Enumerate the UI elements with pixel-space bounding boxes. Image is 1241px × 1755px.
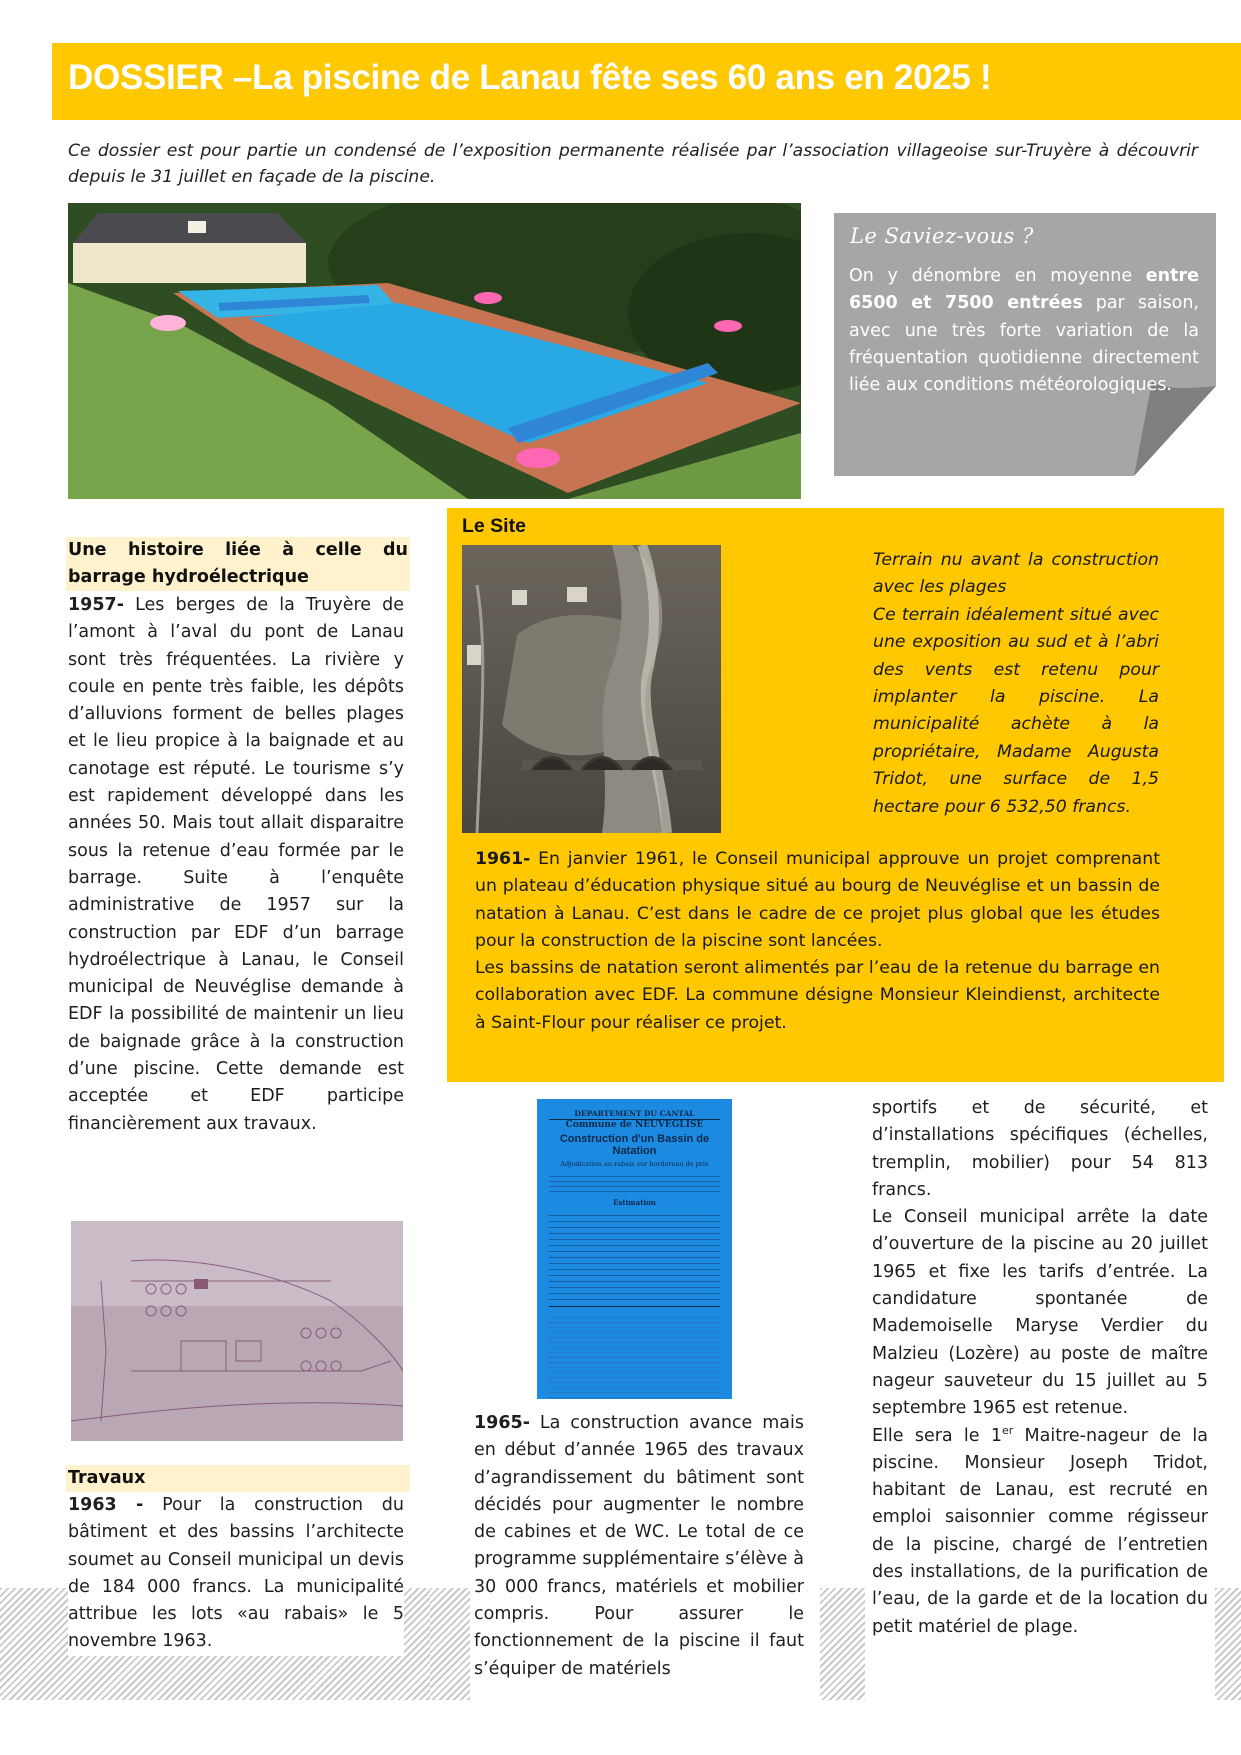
continued-paragraph-1: sportifs et de sécurité, et d’installations spécifiques (échelles, tremplin, mobilier) pour 54 813 francs. xyxy=(872,1098,1208,1200)
paragraph-1965-continued xyxy=(872,1095,1208,1641)
travaux-paragraph xyxy=(68,1492,404,1656)
site-caption-line2: Ce terrain idéalement situé avec une exposition au sud et à l’abri des vents est retenu pour implanter la piscine. La municipalité achète à la propriétaire, Madame Augusta Tridot, une surface de 1,5 hectare pour 6 532,50 francs. xyxy=(873,604,1159,817)
plan-drawing-photo xyxy=(71,1221,403,1441)
did-you-know-title: Le Saviez-vous ? xyxy=(850,224,1034,248)
plan-drawing-illustration xyxy=(71,1221,403,1441)
poster-line-2: Commune de NEUVEGLISE xyxy=(565,1120,704,1130)
year-label-1963: 1963 - xyxy=(68,1495,144,1515)
section-heading-history: Une histoire liée à celle du barrage hydroélectrique xyxy=(66,537,410,591)
continued-p3-end: Maitre-nageur de la piscine. Monsieur Joseph Tridot, habitant de Lanau, est recruté en emploi saisonnier comme régisseur de la piscine, chargé de l’entretien des installations, de la purification de l’eau, de la garde et de la location du petit matériel de plage. xyxy=(872,1425,1208,1637)
site-caption-line1: Terrain nu avant la construction avec les plages xyxy=(873,550,1159,598)
poster-line-1: DEPARTEMENT DU CANTAL xyxy=(549,1109,720,1120)
hatch-decoration-mid xyxy=(430,1588,470,1700)
continued-p3-start: Elle sera le 1 xyxy=(872,1425,1002,1446)
dyk-text-before: On y dénombre en moyenne xyxy=(849,266,1146,286)
site-1961-text: En janvier 1961, le Conseil municipal approuve un projet comprenant un plateau d’éducation physique situé au bourg de Neuvéglise et un bassin de natation à Lanau. C’est dans le cadre de ce projet plus global que les études pour la construction de la piscine sont lancées. xyxy=(475,849,1160,951)
continued-paragraph-3 xyxy=(872,1423,1208,1641)
dyk-text-after: par saison, avec une très forte variation de la fréquentation quotidienne directement liée aux conditions météorologiques. xyxy=(849,293,1199,396)
site-1961-text2: Les bassins de natation seront alimentés par l’eau de la retenue du barrage en collaboration avec EDF. La commune désigne Monsieur Kleindienst, architecte à Saint-Flour pour réaliser ce projet. xyxy=(475,958,1160,1033)
poster-line-5: Estimation xyxy=(613,1198,656,1207)
paragraph-1965-text: La construction avance mais en début d’année 1965 des travaux d’agrandissement du bâtiment sont décidés pour augmenter le nombre de cabines et de WC. Le total de ce programme supplémentaire s’élève à 30 000 francs, matériels et mobilier compris. Pour assurer le fonctionnement de la piscine il faut s’équiper de matériels xyxy=(474,1413,804,1679)
history-text: Les berges de la Truyère de l’amont à l’aval du pont de Lanau sont très fréquentées. La rivière y coule en pente très faible, les dépôts d’alluvions forment de belles plages et le lieu propice à la baignade et au canotage est réputé. Le tourisme s’y est rapidement développé dans les années 50. Mais tout allait disparaitre sous la retenue d’eau formée par le barrage. Suite à l’enquête administrative de 1957 sur la construction par EDF d’un barrage hydroélectrique à Lanau, le Conseil municipal de Neuvéglise demande à EDF la possibilité de maintenir un lieu de baignade grâce à la construction d’une piscine. Cette demande est acceptée et EDF participe financièrement aux travaux. xyxy=(68,595,404,1134)
history-paragraph xyxy=(68,592,404,1138)
intro-paragraph: Ce dossier est pour partie un condensé de l’exposition permanente réalisée par l’association villageoise sur-Truyère à découvrir depuis le 31 juillet en façade de la piscine. xyxy=(68,141,1198,187)
year-label-1965: 1965- xyxy=(474,1413,530,1433)
pool-photo xyxy=(68,203,801,499)
site-aerial-photo xyxy=(462,545,721,833)
ordinal-superscript: er xyxy=(1001,1423,1014,1437)
travaux-text: Pour la construction du bâtiment et des bassins l’architecte soumet au Conseil municipal un devis de 184 000 francs. La municipalité attribue les lots «au rabais» le 5 novembre 1963. xyxy=(68,1495,404,1652)
hatch-decoration-right xyxy=(1215,1588,1241,1700)
dyk-text-highlight: entre 6500 et 7500 entrées xyxy=(849,266,1199,314)
page-title: DOSSIER –La piscine de Lanau fête ses 60 ans en 2025 ! xyxy=(68,58,992,97)
site-1961-paragraph xyxy=(475,846,1160,1037)
hatch-decoration-midright xyxy=(820,1588,865,1700)
tender-poster xyxy=(537,1099,732,1399)
section-heading-site: Le Site xyxy=(462,515,526,537)
site-photo-caption xyxy=(873,547,1159,821)
continued-paragraph-2: Le Conseil municipal arrête la date d’ouverture de la piscine au 20 juillet 1965 et fixe les tarifs d’entrée. La candidature spontanée de Mademoiselle Maryse Verdier du Malzieu (Lozère) au poste de maître nageur sauveteur du 15 juillet au 5 septembre 1965 est retenue. xyxy=(872,1207,1208,1419)
site-aerial-illustration xyxy=(462,545,721,833)
year-label-1957: 1957- xyxy=(68,595,124,615)
section-heading-travaux: Travaux xyxy=(66,1465,410,1492)
paragraph-1965 xyxy=(474,1410,804,1683)
pool-photo-illustration xyxy=(68,203,801,499)
did-you-know-text xyxy=(849,263,1199,399)
year-label-1961: 1961- xyxy=(475,849,531,869)
poster-line-4: Adjudication au rabais sur bordereau de prix xyxy=(560,1160,709,1168)
poster-line-3: Construction d'un Bassin de Natation xyxy=(559,1133,710,1157)
